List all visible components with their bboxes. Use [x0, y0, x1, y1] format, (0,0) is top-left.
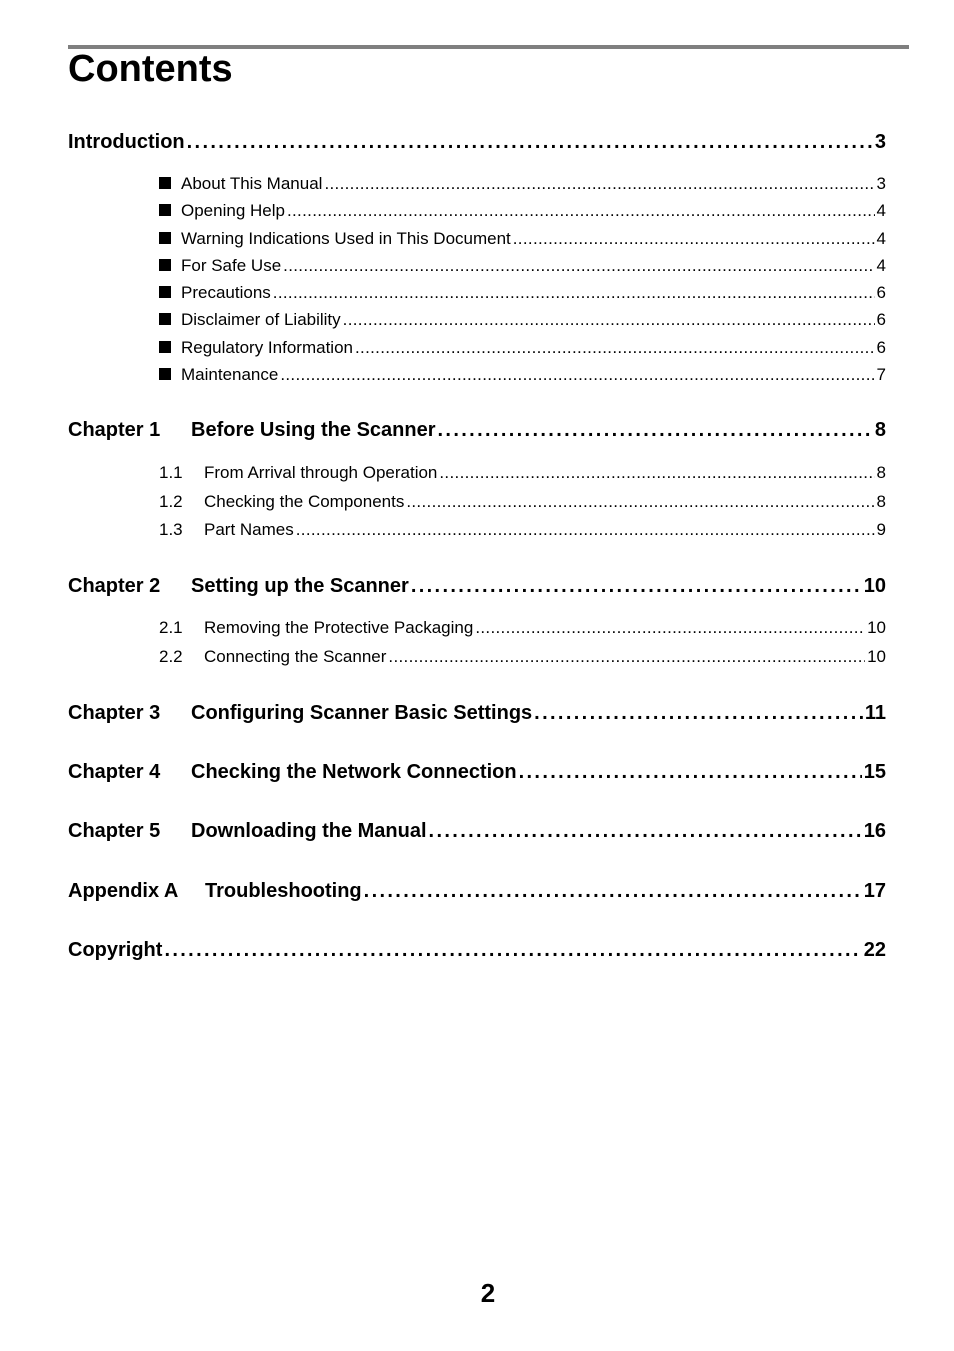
dot-leader [534, 700, 863, 726]
toc-entry-introduction[interactable] [68, 129, 886, 155]
toc-subentry[interactable] [159, 173, 886, 195]
dot-leader [475, 617, 865, 639]
square-bullet-icon [159, 259, 171, 271]
dot-leader [164, 937, 861, 963]
toc-subentry[interactable] [159, 364, 886, 386]
toc-subentry[interactable] [159, 228, 886, 250]
toc-entry-label: Checking the Network Connection [191, 761, 517, 783]
toc-subentry[interactable] [159, 309, 886, 331]
toc-subentry[interactable] [159, 282, 886, 304]
toc-subentry-label: About This Manual [181, 174, 323, 193]
section-number: 2.2 [159, 647, 183, 666]
dot-leader [187, 129, 873, 155]
toc-entry-page: 10 [863, 575, 886, 597]
section-number: 2.1 [159, 618, 183, 637]
toc-entry-label: Before Using the Scanner [191, 419, 436, 441]
toc-entry-copyright[interactable] [68, 937, 886, 963]
toc-subentry-label: Warning Indications Used in This Document [181, 229, 511, 248]
dot-leader [343, 309, 875, 331]
toc-entry-page: 16 [863, 820, 886, 842]
dot-leader [324, 173, 874, 195]
dot-leader [287, 200, 875, 222]
toc-subentry[interactable] [159, 491, 886, 513]
toc-subentry[interactable] [159, 337, 886, 359]
dot-leader [273, 282, 875, 304]
dot-leader [388, 646, 865, 668]
dot-leader [439, 462, 874, 484]
toc-subentry-page: 10 [867, 647, 886, 666]
toc-subentry-page: 10 [867, 618, 886, 637]
toc-subentry-label: Opening Help [181, 201, 285, 220]
toc-subentry-label: Connecting the Scanner [204, 647, 387, 666]
toc-entry-prefix: Chapter 1 [68, 419, 161, 441]
square-bullet-icon [159, 286, 171, 298]
toc-entry-chapter-3[interactable] [68, 700, 886, 726]
dot-leader [513, 228, 875, 250]
toc-entry-prefix: Chapter 3 [68, 702, 161, 724]
toc-subentry-page: 9 [876, 520, 886, 539]
dot-leader [519, 759, 862, 785]
toc-entry-label: Downloading the Manual [191, 820, 427, 842]
dot-leader [406, 491, 874, 513]
dot-leader [438, 417, 873, 443]
toc-subentry-label: Regulatory Information [181, 338, 353, 357]
toc-entry-page: 11 [864, 702, 886, 724]
toc-subentry-page: 7 [876, 365, 886, 384]
dot-leader [280, 364, 874, 386]
toc-subentry-label: Removing the Protective Packaging [204, 618, 474, 637]
toc-entry-label: Copyright [68, 939, 163, 961]
square-bullet-icon [159, 368, 171, 380]
dot-leader [355, 337, 875, 359]
square-bullet-icon [159, 204, 171, 216]
toc-subentry-label: Disclaimer of Liability [181, 310, 341, 329]
toc-subentry-page: 4 [876, 201, 886, 220]
dot-leader [411, 573, 862, 599]
dot-leader [296, 519, 875, 541]
toc-subentry[interactable] [159, 617, 886, 639]
toc-subentry-page: 4 [876, 256, 886, 275]
section-number: 1.3 [159, 520, 183, 539]
toc-entry-prefix: Chapter 5 [68, 820, 161, 842]
toc-subentry-label: From Arrival through Operation [204, 463, 438, 482]
toc-subentry-label: Precautions [181, 283, 271, 302]
toc-entry-chapter-1[interactable] [68, 417, 886, 443]
square-bullet-icon [159, 313, 171, 325]
toc-subentry-page: 8 [876, 463, 886, 482]
toc-subentry[interactable] [159, 519, 886, 541]
section-number: 1.1 [159, 463, 183, 482]
toc-subentry-label: Checking the Components [204, 492, 405, 511]
toc-subentry-label: Maintenance [181, 365, 279, 384]
dot-leader [429, 818, 862, 844]
toc-subentry-page: 8 [876, 492, 886, 511]
page-number: 2 [480, 1278, 496, 1308]
toc-subentry[interactable] [159, 255, 886, 277]
toc-subentry[interactable] [159, 200, 886, 222]
toc-subentry-label: For Safe Use [181, 256, 282, 275]
toc-entry-label: Introduction [68, 131, 185, 153]
toc-subentry-page: 4 [876, 229, 886, 248]
toc-entry-chapter-4[interactable] [68, 759, 886, 785]
toc-entry-prefix: Appendix A [68, 880, 179, 902]
toc-subentry-label: Part Names [204, 520, 294, 539]
toc-subentry[interactable] [159, 462, 886, 484]
square-bullet-icon [159, 341, 171, 353]
toc-entry-page: 15 [863, 761, 886, 783]
toc-entry-page: 22 [863, 939, 886, 961]
toc-entry-page: 3 [874, 131, 886, 153]
dot-leader [364, 878, 862, 904]
toc-subentry-page: 3 [876, 174, 886, 193]
toc-entry-appendix-a[interactable] [68, 878, 886, 904]
toc-entry-chapter-2[interactable] [68, 573, 886, 599]
square-bullet-icon [159, 177, 171, 189]
square-bullet-icon [159, 232, 171, 244]
toc-subentry[interactable] [159, 646, 886, 668]
toc-entry-page: 17 [863, 880, 886, 902]
toc-entry-prefix: Chapter 2 [68, 575, 161, 597]
page-title: Contents [68, 48, 233, 90]
toc-entry-label: Configuring Scanner Basic Settings [191, 702, 533, 724]
toc-entry-label: Setting up the Scanner [191, 575, 409, 597]
toc-entry-page: 8 [874, 419, 886, 441]
toc-entry-chapter-5[interactable] [68, 818, 886, 844]
toc-subentry-page: 6 [876, 338, 886, 357]
dot-leader [283, 255, 874, 277]
section-number: 1.2 [159, 492, 183, 511]
toc-subentry-page: 6 [876, 283, 886, 302]
toc-entry-label: Troubleshooting [205, 880, 362, 902]
toc-subentry-page: 6 [876, 310, 886, 329]
toc-entry-prefix: Chapter 4 [68, 761, 161, 783]
